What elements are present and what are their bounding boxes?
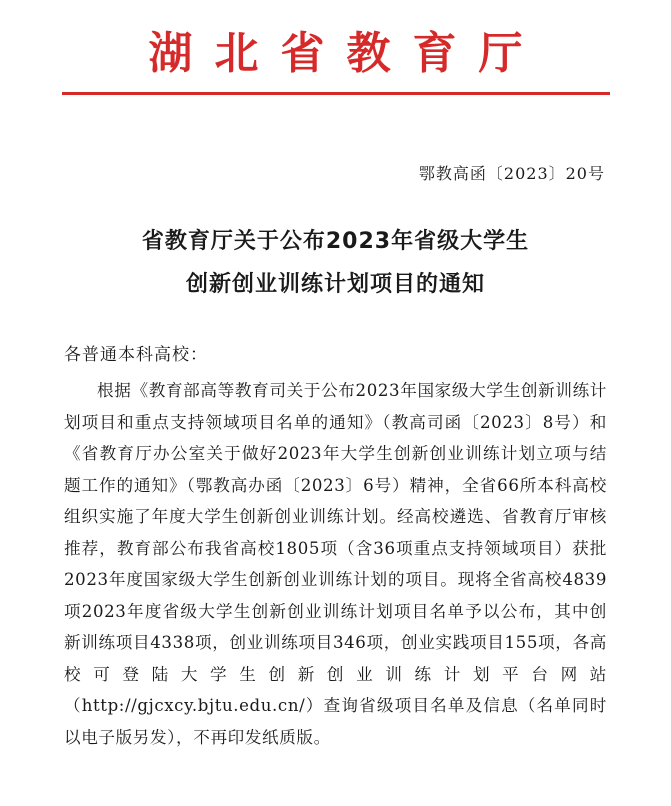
document-number: 鄂教高函〔2023〕20号 bbox=[418, 164, 605, 183]
body-text-part-1: 根据《教育部高等教育司关于公布2023年国家级大学生创新训练计划项目和重点支持领域项目名单的通知》（教高司函〔2023〕8号）和《省教育厅办公室关于做好2023年大学生创新创业训练计划立项与结题工作的通知》（鄂教高办函〔2023〕6号）精神，全省66所本科高校组织实施了年度大学生创新创业训练计划。经高校遴选、省教育厅审核推荐，教育部公布我省高校1805项（含36项重点支持领域项目）获批2023年度国家级大学生创新创业训练计划的项目。现将全省高校4839项2023年度省级大学生创新创业训练计划项目名单予以公布，其中创新训练项目4338项，创业训练项目346项，创业实践项目155项，各高校可登陆大学生创新创业训练计划平台网站（ bbox=[64, 381, 607, 715]
body-text-part-2: ）查询省级项目名单及信息（名单同时以电子版另发），不再印发纸质版。 bbox=[64, 696, 607, 747]
addressee: 各普通本科高校： bbox=[64, 345, 208, 365]
body-paragraph bbox=[64, 375, 607, 753]
notice-title-line-2: 创新创业训练计划项目的通知 bbox=[185, 272, 485, 297]
platform-url: http://gjcxcy.bjtu.edu.cn/ bbox=[81, 696, 306, 715]
masthead-title: 湖北省教育厅 bbox=[148, 28, 545, 79]
notice-title-line-1: 省教育厅关于公布2023年省级大学生 bbox=[141, 229, 530, 254]
masthead-red-rule bbox=[62, 92, 610, 95]
